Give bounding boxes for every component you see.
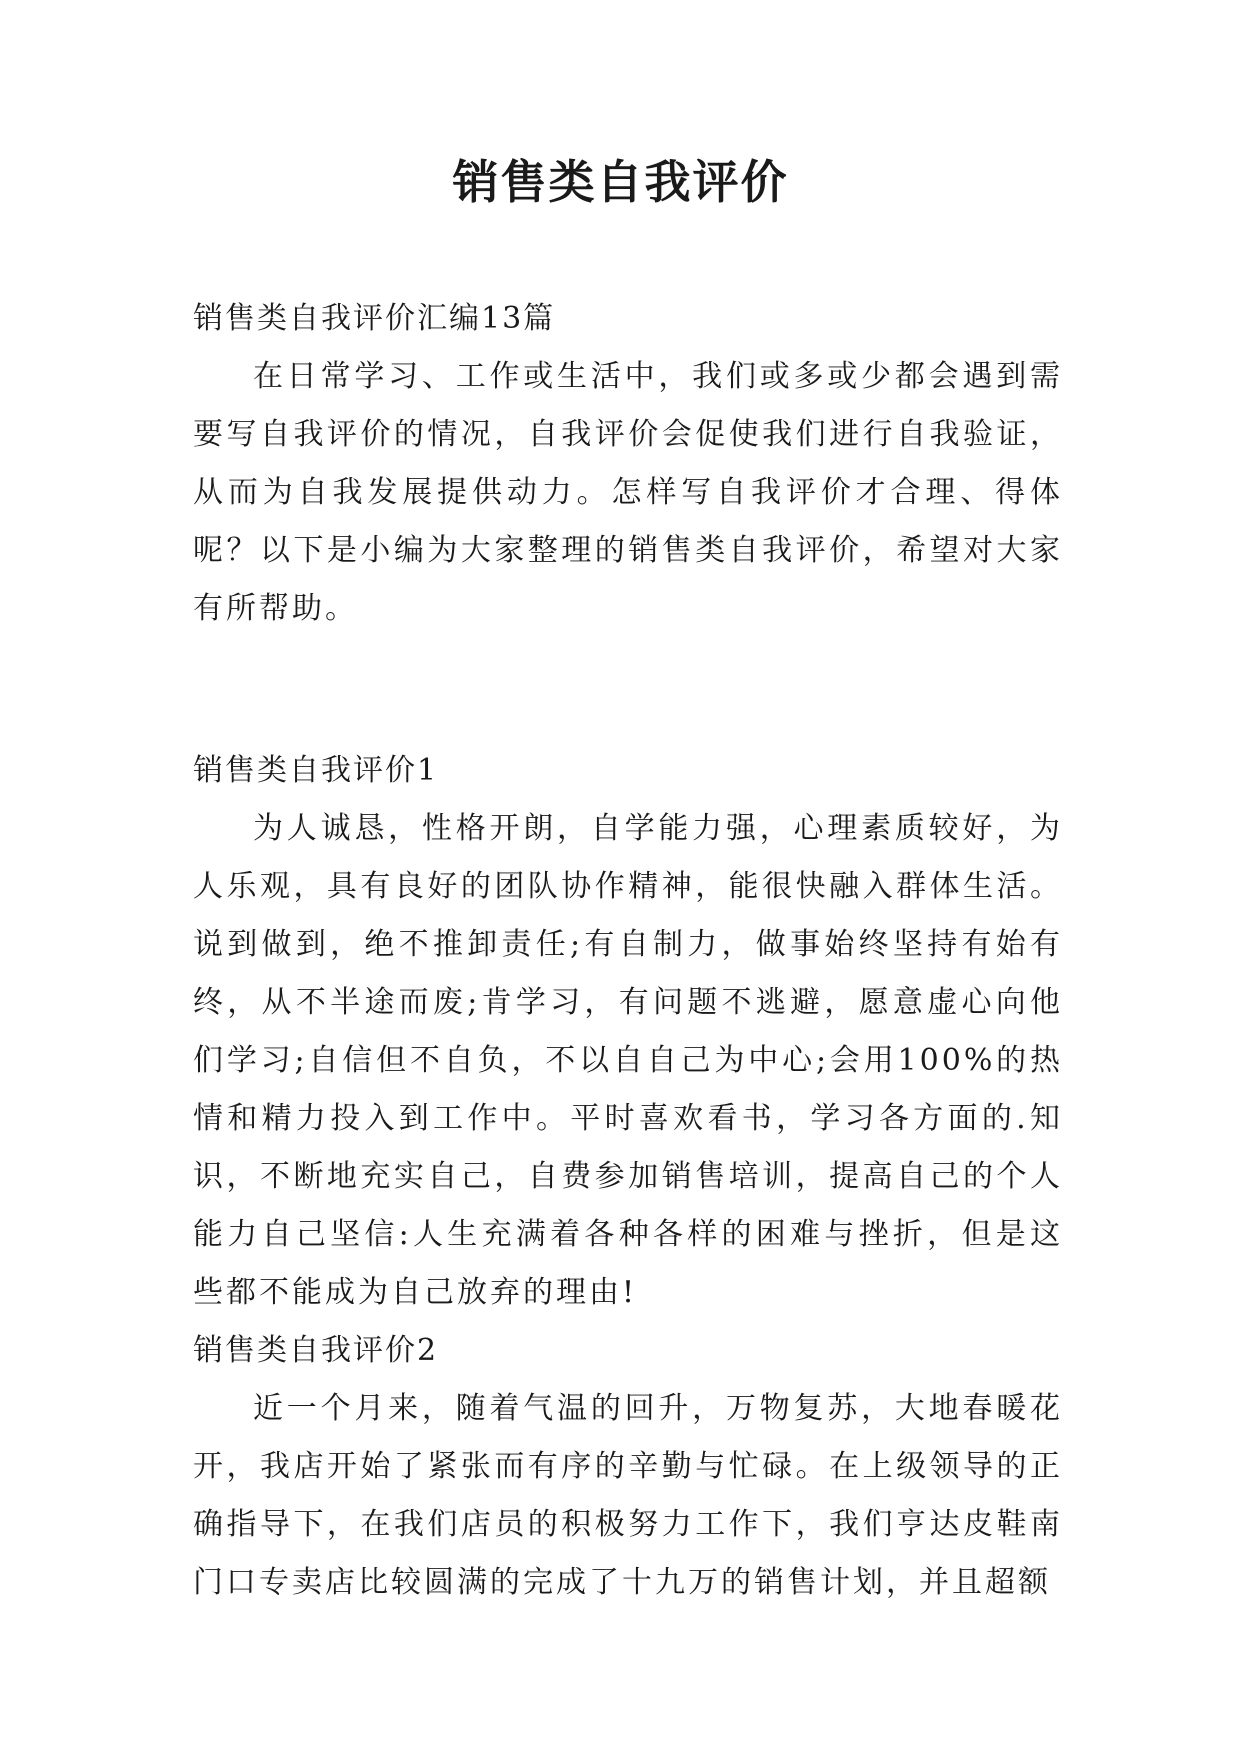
section-heading-1: 销售类自我评价1	[193, 753, 439, 788]
section-body-1: 为人诚恳，性格开朗，自学能力强，心理素质较好，为人乐观，具有良好的团队协作精神，能很快融入群体生活。说到做到，绝不推卸责任;有自制力，做事始终坚持有始有终，从不半途而废;肯学习，有问题不逃避，愿意虚心向他们学习;自信但不自负，不以自自己为中心;会用100%的热情和精力投入到工作中。平时喜欢看书，学习各方面的.知识，不断地充实自己，自费参加销售培训，提高自己的个人能力自己坚信:人生充满着各种各样的困难与挫折，但是这些都不能成为自己放弃的理由!	[193, 811, 1063, 1310]
intro-paragraph: 在日常学习、工作或生活中，我们或多或少都会遇到需要写自我评价的情况，自我评价会促使我们进行自我验证，从而为自我发展提供动力。怎样写自我评价才合理、得体呢？以下是小编为大家整理的销售类自我评价，希望对大家有所帮助。	[193, 359, 1063, 626]
document-title: 销售类自我评价	[452, 155, 789, 209]
section-heading-2: 销售类自我评价2	[193, 1333, 439, 1368]
section-body-2: 近一个月来，随着气温的回升，万物复苏，大地春暖花开，我店开始了紧张而有序的辛勤与忙碌。在上级领导的正确指导下，在我们店员的积极努力工作下，我们亨达皮鞋南门口专卖店比较圆满的完成了十九万的销售计划，并且超额	[193, 1391, 1063, 1600]
spacer	[193, 638, 1063, 742]
collection-heading: 销售类自我评价汇编13篇	[193, 301, 556, 336]
document-body	[193, 290, 1063, 1612]
